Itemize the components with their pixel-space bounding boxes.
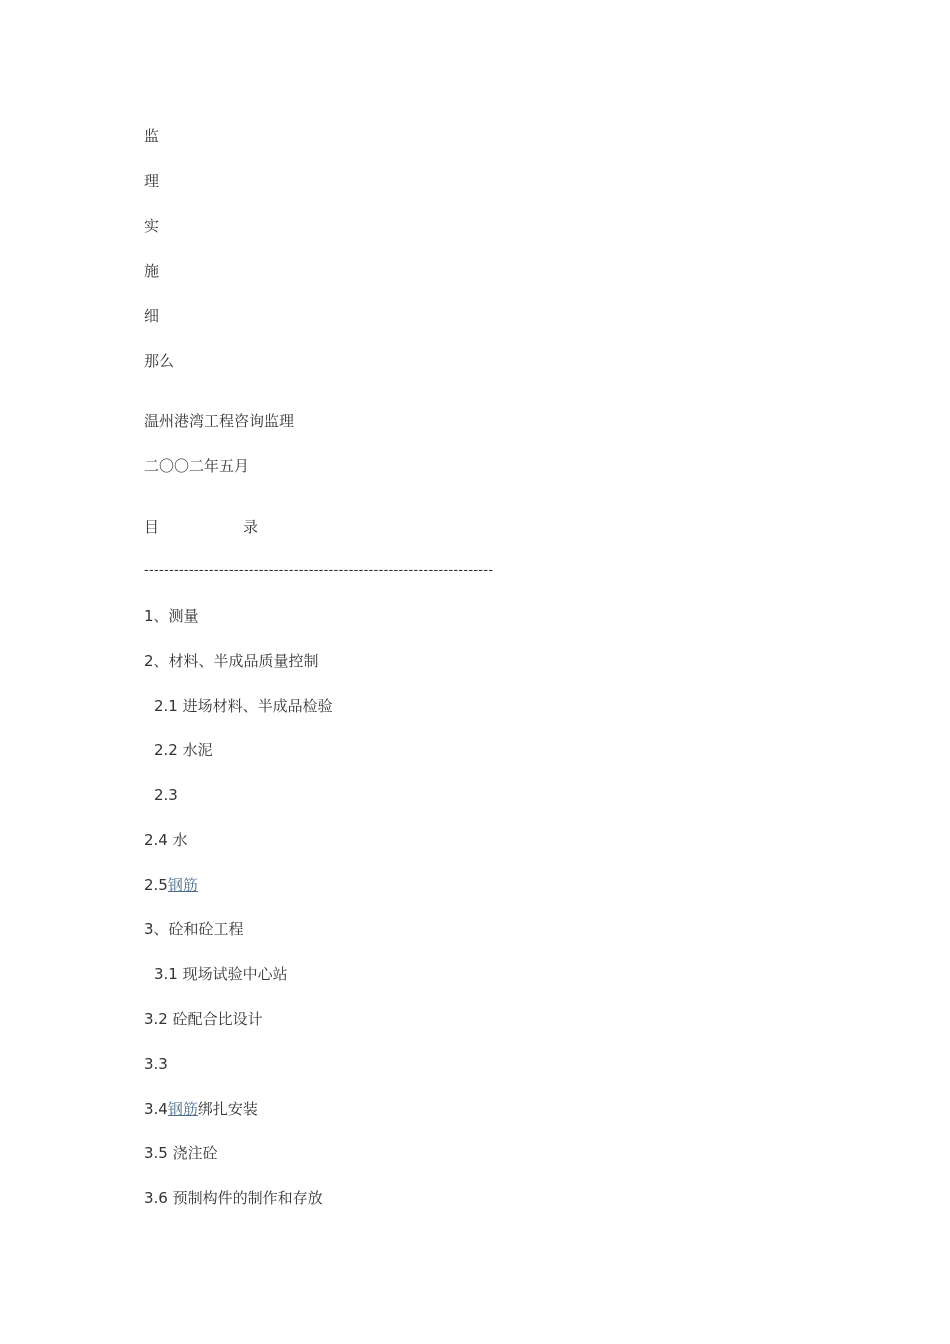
toc-item-3-6: 3.6 预制构件的制作和存放 [144,1189,323,1207]
toc-heading [144,517,258,537]
toc-item-2-5 [144,875,198,895]
toc-item-3-4-number: 3.4 [144,1100,168,1118]
title-char-5: 细 [144,307,160,325]
toc-divider: ---------------------------------------------------------------------- [144,563,494,578]
rebar-link-2[interactable]: 钢筋 [167,1100,198,1118]
toc-item-3-4 [144,1099,258,1119]
toc-item-3: 3、砼和砼工程 [144,920,244,938]
toc-item-2-2: 2.2 水泥 [154,741,213,759]
company-name: 温州港湾工程咨询监理 [144,412,295,430]
rebar-link[interactable]: 钢筋 [167,876,198,894]
toc-item-2: 2、材料、半成品质量控制 [144,652,319,670]
title-char-2: 理 [144,172,160,190]
toc-item-3-1: 3.1 现场试验中心站 [154,965,288,983]
toc-item-3-4-text: 绑扎安装 [197,1100,258,1118]
title-char-1: 监 [144,127,160,145]
title-char-4: 施 [144,262,160,280]
toc-item-2-5-number: 2.5 [144,876,168,894]
toc-item-3-2: 3.2 砼配合比设计 [144,1010,263,1028]
toc-heading-right: 录 [243,518,259,536]
title-char-3: 实 [144,217,160,235]
toc-item-3-3: 3.3 [144,1055,168,1073]
toc-heading-left: 目 [144,518,160,536]
toc-item-2-4: 2.4 水 [144,831,188,849]
toc-item-2-1: 2.1 进场材料、半成品检验 [154,697,333,715]
toc-item-2-3: 2.3 [154,786,178,804]
document-date: 二〇〇二年五月 [144,457,250,475]
title-char-6: 那么 [144,352,175,370]
toc-item-3-5: 3.5 浇注砼 [144,1144,218,1162]
toc-item-1: 1、测量 [144,607,199,625]
